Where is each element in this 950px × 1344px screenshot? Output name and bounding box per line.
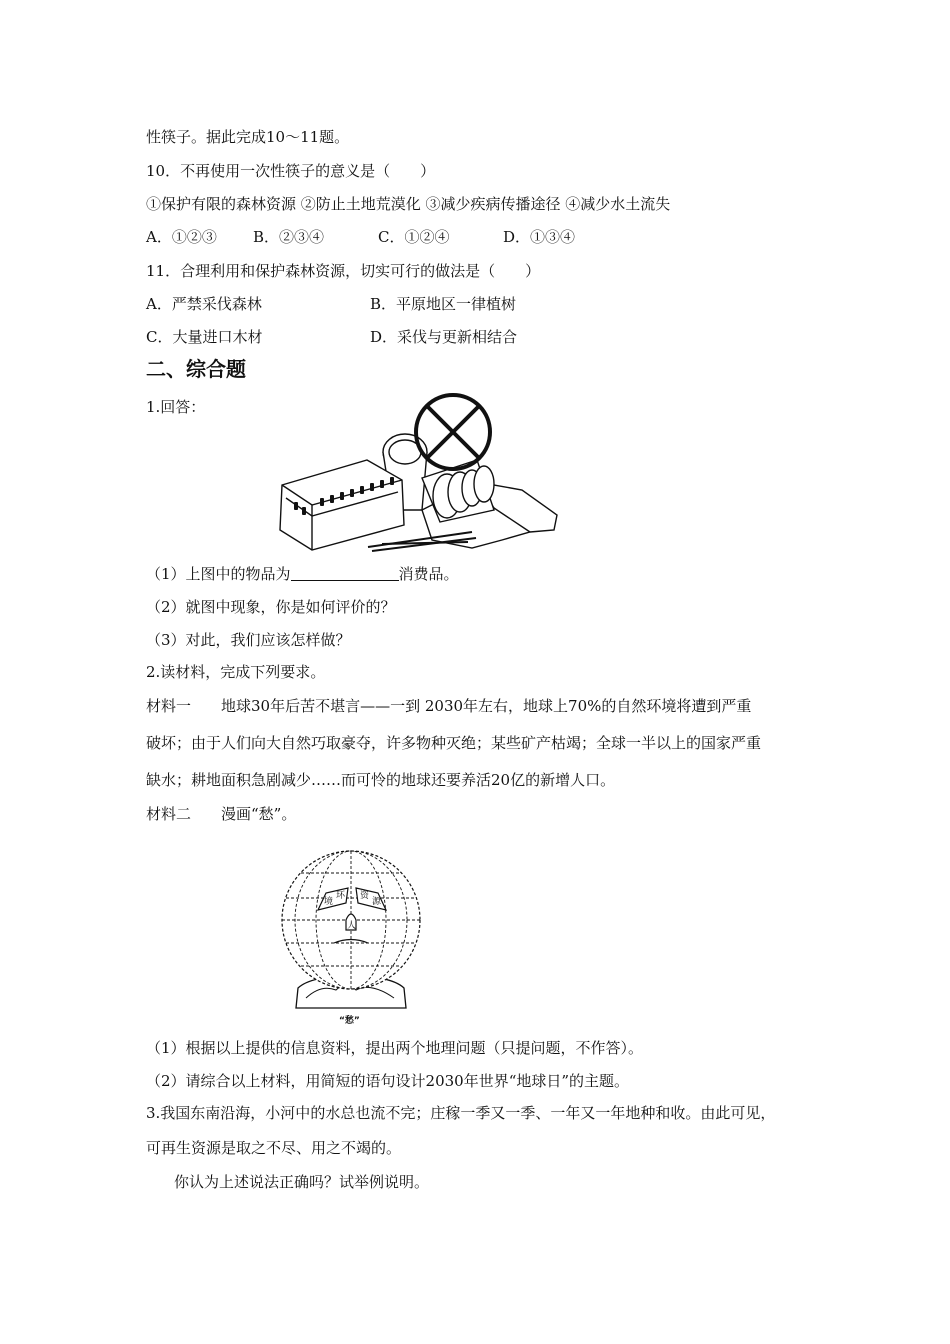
q10-option-a: A．①②③ xyxy=(146,228,217,246)
p2-material1-line1: 材料一 地球30年后苦不堪言——一到 2030年左右，地球上70%的自然环境将遭到严重 xyxy=(146,697,752,715)
p3-line3: 你认为上述说法正确吗？试举例说明。 xyxy=(174,1173,430,1191)
q11-stem: 11．合理利用和保护森林资源，切实可行的做法是（ ） xyxy=(146,262,541,280)
p2-sub2: （2）请综合以上材料，用简短的语句设计2030年世界“地球日”的主题。 xyxy=(146,1072,630,1090)
p3-line1: 3.我国东南沿海，小河中的水总也流不完；庄稼一季又一季、一年又一年地种和收。由此可见， xyxy=(146,1104,776,1122)
disposable-items-illustration xyxy=(272,390,564,560)
cartoon-label-3: 资 xyxy=(360,891,370,901)
q10-stem: 10．不再使用一次性筷子的意义是（ ） xyxy=(146,162,436,180)
q11-option-b: B．平原地区一律植树 xyxy=(370,295,517,313)
p1-sub2: （2）就图中现象，你是如何评价的？ xyxy=(146,598,396,616)
p2-material1-line3: 缺水；耕地面积急剧减少……而可怜的地球还要养活20亿的新增人口。 xyxy=(146,771,616,789)
p1-sub3: （3）对此，我们应该怎样做？ xyxy=(146,631,351,649)
q10-option-c: C．①②④ xyxy=(378,228,450,246)
cartoon-label-4: 源 xyxy=(372,897,382,907)
answer-blank xyxy=(291,564,399,581)
intro-tail: 性筷子。据此完成10～11题。 xyxy=(146,128,350,146)
prohibition-icon xyxy=(416,395,490,469)
q11-option-d: D．采伐与更新相结合 xyxy=(370,328,518,346)
p3-line2: 可再生资源是取之不尽、用之不竭的。 xyxy=(146,1139,402,1157)
p2-material1-line2: 破坏；由于人们向大自然巧取豪夺，许多物种灭绝；某些矿产枯竭；全球一半以上的国家严重 xyxy=(146,734,762,752)
p1-sub1-before: （1）上图中的物品为 xyxy=(146,565,291,583)
section-title: 二、综合题 xyxy=(146,357,246,381)
p1-sub1 xyxy=(146,564,459,584)
cartoon-label-1: 境 xyxy=(324,897,334,907)
cartoon-label-5: 人 xyxy=(347,921,357,931)
p1-sub1-after: 消费品。 xyxy=(398,565,459,583)
cartoon-caption: “愁” xyxy=(339,1016,360,1026)
foam-box xyxy=(280,460,404,550)
p2-sub1: （1）根据以上提供的信息资料，提出两个地理问题（只提问题，不作答）。 xyxy=(146,1039,644,1057)
cartoon-label-2: 环 xyxy=(336,891,346,901)
worried-globe-cartoon xyxy=(276,848,426,1028)
p2-stem: 2.读材料，完成下列要求。 xyxy=(146,663,326,681)
p2-material2: 材料二 漫画“愁”。 xyxy=(146,805,297,823)
q11-option-c: C．大量进口木材 xyxy=(146,328,263,346)
q11-option-a: A．严禁采伐森林 xyxy=(146,295,262,313)
q10-items: ①保护有限的森林资源 ②防止土地荒漠化 ③减少疾病传播途径 ④减少水土流失 xyxy=(146,195,671,213)
q10-option-d: D．①③④ xyxy=(503,228,576,246)
p1-stem: 1.回答： xyxy=(146,398,206,416)
q10-option-b: B．②③④ xyxy=(253,228,325,246)
